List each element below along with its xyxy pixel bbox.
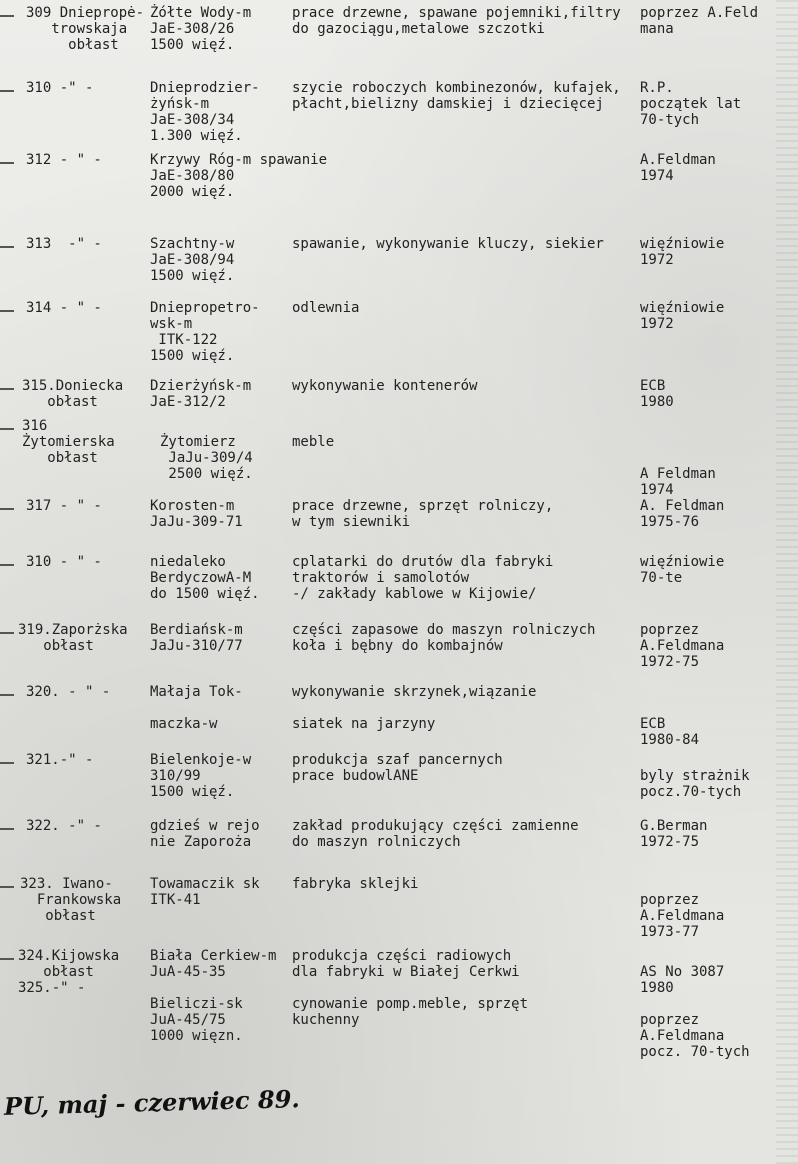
text-line: A.Feldmana [640, 638, 725, 654]
text-line: ECB [640, 716, 666, 732]
margin-tick [0, 388, 14, 390]
text-line: 312 - " - [26, 152, 102, 168]
entry-10-col-1 [26, 684, 110, 700]
text-line: Żytomierz [160, 434, 236, 450]
text-line: mana [640, 21, 674, 37]
text-line: 2000 więź. [150, 184, 235, 200]
text-line [160, 418, 253, 434]
text-line: obłast [20, 908, 96, 924]
text-line: 310/99 [150, 768, 201, 784]
entry-6-col-1 [22, 418, 115, 466]
text-line: gdzieś w rejo [150, 818, 260, 834]
text-line: 1973-77 [640, 924, 700, 940]
text-line [292, 418, 334, 434]
text-line: JaE-308/34 [150, 112, 235, 128]
entry-9-col-4 [640, 622, 724, 670]
entry-5-col-2 [150, 378, 251, 410]
text-line: trowskaja [26, 21, 128, 37]
text-line: JuA-45/75 [150, 1012, 226, 1028]
entry-1-col-2 [150, 80, 260, 144]
entry-5-col-3 [292, 378, 477, 394]
text-line: BerdyczowA-M [150, 570, 252, 586]
text-line: więźniowie [640, 300, 725, 316]
text-line: produkcja szaf pancernych [292, 752, 503, 768]
text-line: 1.300 więź. [150, 128, 243, 144]
text-line [292, 700, 536, 716]
entry-7-col-1 [26, 498, 102, 514]
entry-1-col-4 [640, 80, 741, 128]
entry-9-col-2 [150, 622, 243, 654]
entry-10-col-3 [292, 684, 536, 732]
entry-12-col-3 [292, 818, 579, 850]
text-line: ECB [640, 378, 666, 394]
entry-12-col-4 [640, 818, 707, 850]
margin-tick [0, 564, 14, 566]
text-line: dla fabryki w Białej Cerkwi [292, 964, 520, 980]
text-line: poprzez [640, 622, 700, 638]
text-line: 314 - " - [26, 300, 102, 316]
text-line: prace budowlANE [292, 768, 419, 784]
entry-11-col-2 [150, 752, 251, 800]
scan-edge-shadow [776, 0, 798, 1164]
entry-7-col-3 [292, 498, 553, 530]
entry-8-col-4 [640, 554, 724, 586]
entry-14-col-3 [292, 948, 528, 1028]
entry-4-col-4 [640, 300, 724, 332]
text-line: JaJu-310/77 [150, 638, 243, 654]
text-line [640, 996, 750, 1012]
text-line: odlewnia [292, 300, 360, 316]
text-line: 1972-75 [640, 654, 700, 670]
handwritten-signature: PU, maj - czerwiec 89. [3, 1084, 301, 1121]
text-line: Dnieprodzier- [150, 80, 260, 96]
text-line: płacht,bielizny damskiej i dziecięcej [292, 96, 604, 112]
text-line: produkcja części radiowych [292, 948, 512, 964]
text-line: 323. Iwano- [20, 876, 113, 892]
entry-14-col-4 [640, 948, 750, 1060]
text-line: pocz.70-tych [640, 784, 742, 800]
text-line: obłast [22, 450, 98, 466]
entry-11-col-4 [640, 752, 750, 800]
text-line: 322. -" - [26, 818, 102, 834]
text-line: żyńsk-m [150, 96, 210, 112]
text-line: JaE-308/26 [150, 21, 235, 37]
text-line: koła i bębny do kombajnów [292, 638, 503, 654]
text-line: zakład produkujący części zamienne [292, 818, 579, 834]
text-line: A Feldman [640, 466, 716, 482]
text-line [640, 450, 716, 466]
text-line: 1974 [640, 168, 674, 184]
text-line: JuA-45-35 [150, 964, 226, 980]
text-line: prace drzewne, sprzęt rolniczy, [292, 498, 554, 514]
text-line: Dniepropetro- [150, 300, 260, 316]
text-line: A.Feldmana [640, 908, 725, 924]
entry-6-col-4 [640, 418, 716, 498]
text-line: 1974 [640, 482, 674, 498]
margin-tick [0, 310, 14, 312]
text-line [150, 980, 276, 996]
text-line: A. Feldman [640, 498, 725, 514]
entry-7-col-2 [150, 498, 243, 530]
text-line: 313 -" - [26, 236, 102, 252]
text-line: 319.Zaporżska [18, 622, 128, 638]
entry-3-col-1 [26, 236, 102, 252]
entry-7-col-4 [640, 498, 724, 530]
text-line: Frankowska [20, 892, 122, 908]
margin-tick [0, 958, 14, 960]
margin-tick [0, 694, 14, 696]
entry-1-col-3 [292, 80, 621, 112]
text-line: 70-te [640, 570, 683, 586]
entry-8-col-1 [26, 554, 102, 570]
text-line: do maszyn rolniczych [292, 834, 461, 850]
text-line: 1972 [640, 252, 674, 268]
text-line [640, 700, 699, 716]
margin-tick [0, 828, 14, 830]
entry-6-col-3 [292, 418, 334, 450]
margin-tick [0, 632, 14, 634]
text-line: 309 Dniepropė- [26, 5, 145, 21]
text-line: prace drzewne, spawane pojemniki,filtry [292, 5, 621, 21]
text-line: R.P. [640, 80, 674, 96]
text-line: 1975-76 [640, 514, 700, 530]
text-line: cplatarki do drutów dla fabryki [292, 554, 554, 570]
text-line: 1000 więzn. [150, 1028, 243, 1044]
text-line: poprzez [640, 1012, 700, 1028]
entry-5-col-1 [22, 378, 123, 410]
text-line: obłast [18, 964, 94, 980]
text-line [640, 948, 750, 964]
text-line [640, 876, 724, 892]
entry-0-col-2 [150, 5, 251, 53]
text-line: ITK-122 [150, 332, 218, 348]
text-line: Żółte Wody-m [150, 5, 252, 21]
entry-2-col-4 [640, 152, 716, 184]
entry-12-col-1 [26, 818, 102, 834]
text-line: obłast [22, 394, 98, 410]
text-line: wsk-m [150, 316, 193, 332]
text-line: poprzez A.Feld [640, 5, 759, 21]
entry-12-col-2 [150, 818, 260, 850]
text-line: Małaja Tok- [150, 684, 243, 700]
text-line: więźniowie [640, 554, 725, 570]
entry-4-col-3 [292, 300, 359, 316]
text-line: Bielenkoje-w [150, 752, 252, 768]
text-line: nie Zaporoża [150, 834, 252, 850]
entry-3-col-4 [640, 236, 724, 268]
text-line: początek lat [640, 96, 742, 112]
entry-0-col-4 [640, 5, 758, 37]
text-line: wykonywanie kontenerów [292, 378, 478, 394]
text-line: obłast [26, 37, 119, 53]
text-line: 1980 [640, 394, 674, 410]
text-line: 1972 [640, 316, 674, 332]
text-line: JaE-308/80 [150, 168, 235, 184]
text-line: JaJu-309/4 [160, 450, 253, 466]
entry-3-col-2 [150, 236, 234, 284]
entry-2-col-1 [26, 152, 102, 168]
text-line: -/ zakłady kablowe w Kijowie/ [292, 586, 537, 602]
entry-3-col-3 [292, 236, 604, 252]
margin-tick [0, 886, 14, 888]
text-line: 1500 więź. [150, 37, 235, 53]
entry-6-col-2 [160, 418, 253, 482]
text-line: siatek na jarzyny [292, 716, 436, 732]
text-line [292, 980, 528, 996]
entry-8-col-2 [150, 554, 260, 602]
margin-tick [0, 246, 14, 248]
text-line: byly strażnik [640, 768, 750, 784]
text-line: 310 -" - [26, 80, 94, 96]
entry-4-col-2 [150, 300, 260, 364]
text-line: więźniowie [640, 236, 725, 252]
text-line: 1972-75 [640, 834, 700, 850]
text-line: spawanie, wykonywanie kluczy, siekier [292, 236, 604, 252]
text-line: 1500 więź. [150, 348, 235, 364]
text-line: do gazociągu,metalowe szczotki [292, 21, 545, 37]
entry-4-col-1 [26, 300, 102, 316]
text-line: Korosten-m [150, 498, 235, 514]
text-line: 310 - " - [26, 554, 102, 570]
text-line: maczka-w [150, 716, 218, 732]
text-line: 315.Doniecka [22, 378, 124, 394]
text-line: Krzywy Róg-m spawanie [150, 152, 328, 168]
text-line: JaE-308/94 [150, 252, 235, 268]
text-line: A.Feldman [640, 152, 716, 168]
margin-tick [0, 90, 14, 92]
entry-13-col-2 [150, 876, 260, 908]
text-line: części zapasowe do maszyn rolniczych [292, 622, 596, 638]
text-line: Berdiańsk-m [150, 622, 243, 638]
entry-10-col-4 [640, 684, 699, 748]
text-line: pocz. 70-tych [640, 1044, 750, 1060]
text-line: 1500 więź. [150, 268, 235, 284]
entry-10-col-2 [150, 684, 243, 732]
text-line: 316 [22, 418, 48, 434]
text-line: G.Berman [640, 818, 708, 834]
margin-tick [0, 162, 14, 164]
text-line: 1980-84 [640, 732, 700, 748]
entry-9-col-1 [18, 622, 128, 654]
text-line: niedaleko [150, 554, 226, 570]
text-line: ITK-41 [150, 892, 201, 908]
text-line: A.Feldmana [640, 1028, 725, 1044]
entry-11-col-3 [292, 752, 503, 784]
entry-13-col-1 [20, 876, 121, 924]
text-line: AS No 3087 [640, 964, 725, 980]
text-line: szycie roboczych kombinezonów, kufajek, [292, 80, 621, 96]
entry-13-col-4 [640, 876, 724, 940]
text-line: 317 - " - [26, 498, 102, 514]
text-line: Dzierżyńsk-m [150, 378, 252, 394]
entry-14-col-1 [18, 948, 119, 996]
text-line [640, 684, 699, 700]
text-line: wykonywanie skrzynek,wiązanie [292, 684, 537, 700]
text-line: do 1500 więź. [150, 586, 260, 602]
text-line: obłast [18, 638, 94, 654]
entry-9-col-3 [292, 622, 595, 654]
text-line [640, 752, 750, 768]
text-line: 324.Kijowska [18, 948, 120, 964]
entry-14-col-2 [150, 948, 276, 1044]
margin-tick [0, 15, 14, 17]
entry-11-col-1 [26, 752, 93, 768]
text-line: JaJu-309-71 [150, 514, 243, 530]
text-line: Żytomierska [22, 434, 115, 450]
text-line [150, 700, 243, 716]
text-line: poprzez [640, 892, 700, 908]
text-line: w tym siewniki [292, 514, 411, 530]
text-line: 320. - " - [26, 684, 111, 700]
entry-0-col-1 [26, 5, 144, 53]
margin-tick [0, 508, 14, 510]
entry-0-col-3 [292, 5, 621, 37]
text-line: kuchenny [292, 1012, 360, 1028]
text-line: 70-tych [640, 112, 700, 128]
text-line: Biała Cerkiew-m [150, 948, 277, 964]
text-line [640, 418, 716, 434]
text-line: 325.-" - [18, 980, 86, 996]
text-line: 2500 więź. [160, 466, 253, 482]
text-line: meble [292, 434, 335, 450]
text-line: 1980 [640, 980, 674, 996]
text-line: fabryka sklejki [292, 876, 419, 892]
text-line: 321.-" - [26, 752, 94, 768]
entry-1-col-1 [26, 80, 93, 96]
text-line: traktorów i samolotów [292, 570, 470, 586]
entry-13-col-3 [292, 876, 418, 892]
text-line: cynowanie pomp.meble, sprzęt [292, 996, 529, 1012]
entry-5-col-4 [640, 378, 674, 410]
margin-tick [0, 762, 14, 764]
margin-tick [0, 428, 14, 430]
entry-2-col-2 [150, 152, 327, 200]
text-line: Bieliczi-sk [150, 996, 243, 1012]
text-line: Szachtny-w [150, 236, 235, 252]
entry-8-col-3 [292, 554, 553, 602]
text-line: Towamaczik sk [150, 876, 260, 892]
text-line [640, 434, 716, 450]
text-line: 1500 więź. [150, 784, 235, 800]
text-line: JaE-312/2 [150, 394, 226, 410]
